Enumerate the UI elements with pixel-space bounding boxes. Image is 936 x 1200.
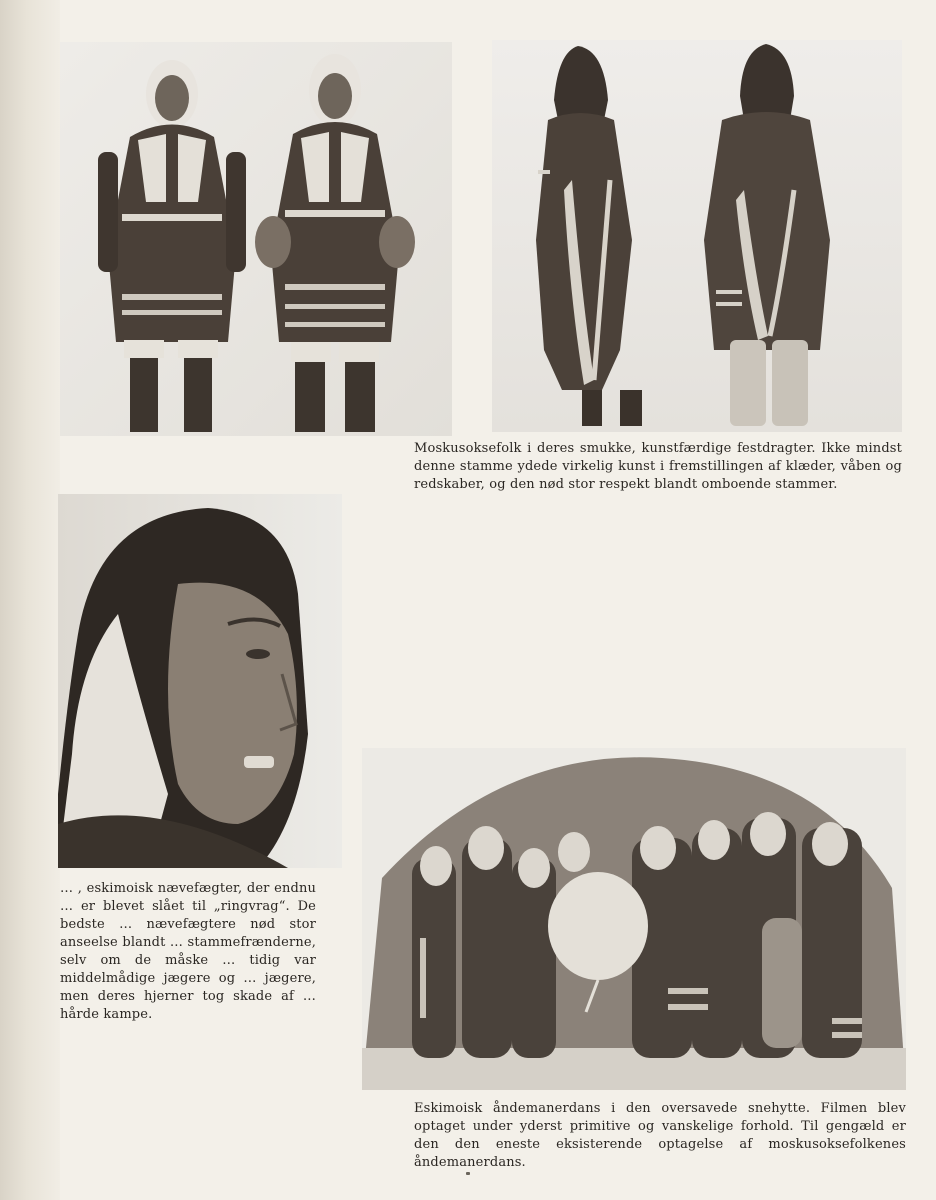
page-speck <box>466 1172 470 1175</box>
photo-two-figures-back <box>492 40 902 432</box>
photo-andemanerdans <box>362 748 906 1090</box>
book-gutter <box>0 0 60 1200</box>
caption-andemanerdans: Eskimoisk åndemanerdans i den oversavede snehytte. Filmen blev optaget under yderst primitive og vanskelige forhold. Til gengæld er den den eneste eksisterende optagelse af moskusoksefolkenes åndemanerdans. <box>414 1101 906 1170</box>
photo-portrait <box>58 494 342 868</box>
caption-festdragter: Moskusoksefolk i deres smukke, kunstfærdige festdragter. Ikke mindst denne stamme ydede virkelig kunst i fremstillingen af klæder, våben og redskaber, og den nød stor respekt blandt omboende stammer. <box>414 441 902 492</box>
photo-two-figures-front <box>60 42 452 436</box>
caption-naevefaegter: … , eskimoisk nævefægter, der endnu … er blevet slået til „ringvrag“. De bedste … nævefægtere nød stor anseelse blandt … stammefrænderne, selv om de måske … tidig var middelmådige jægere og … jægere, men deres hjerner tog skade af … hårde kampe. <box>60 881 316 1022</box>
